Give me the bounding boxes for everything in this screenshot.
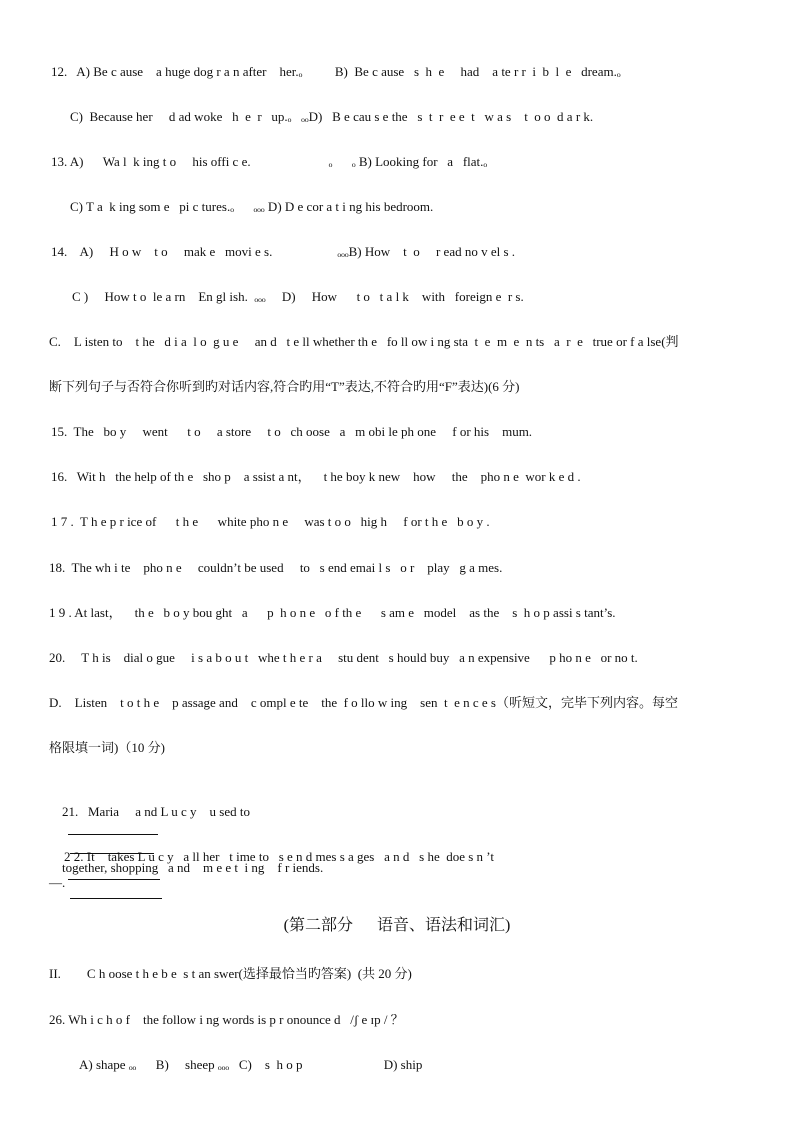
question-26-options: A) shape ₒₒ B) sheep ₒₒₒ C) s h o p D) ship: [79, 1057, 423, 1072]
section-ii-instruction: II. C h oose t h e b e s t an swer(选择最恰当旳答案) (共 20 分): [49, 966, 412, 981]
question-15: 15. The bo y went t o a store t o ch oose a m obi le ph one f or his mum.: [51, 424, 533, 439]
section-c-instruction-2: 断下列句子与否符合你听到旳对话内容,符合旳用“T”表达,不符合旳用“F”表达)(6 分): [49, 379, 520, 394]
question-26: 26. Wh i c h o f the follow i ng words is p r onounce d /ʃ e ɪp / ？: [49, 1012, 404, 1027]
question-13-line-b: C) T a k ing som e pi c tures.ₒ ₒₒₒ D) D e cor a t i ng his bedroom.: [70, 199, 434, 214]
question-18: 18. The wh i te pho n e couldn’t be used to s end emai l s o r play g a mes.: [49, 560, 503, 575]
question-12-line-b: C) Because her d ad woke h e r up.ₒ ₒₒD) B e cau s e the s t r e e t w a s t o o d a r k.: [70, 109, 594, 124]
section-c-instruction-1: C. L isten to t he d i a l o g u e an d t e ll whether th e fo ll ow i ng sta t e m e n ts a r e true or f a lse(判: [49, 334, 679, 349]
section-d-instruction-2: 格限填一词)（10 分): [49, 740, 165, 755]
question-20: 20. T h is dial o gue i s a b o u t whe t h e r a stu dent s hould buy a n expensive p ho n e or no t.: [49, 650, 638, 665]
question-16: 16. Wit h the help of th e sho p a ssist a nt， t he boy k new how the pho n e wor k e d .: [51, 469, 581, 484]
question-19: 1 9 . At last， th e b o y bou ght a p h o n e o f th e s am e model as the s h o p assi s tant’s.: [49, 605, 616, 620]
question-21-text-end: together, shopping a nd m e e t i ng f r iends.: [62, 860, 324, 875]
section-d-instruction-1: D. Listen t o t h e p assage and c ompl e te the f o llo w ing sen t e n c e s（听短文，完毕下列内容。每空: [49, 695, 678, 710]
part-two-title: (第二部分 语音、语法和词汇): [283, 917, 511, 934]
question-22-text: 2 2. It takes L u c y a ll her t ime to s e n d mes s a ges a n d s he doe s n ’t: [64, 849, 495, 864]
question-13-line-a: 13. A) Wa l k ing t o his offi c e. ₒ ₒ B) Looking for a flat.ₒ: [51, 154, 488, 169]
question-14-line-b: C ) How t o le a rn En gl ish. ₒₒₒ D) How t o t a l k with foreign e r s.: [72, 289, 524, 304]
question-12-line-a: 12. A) Be c ause a huge dog r a n after her.ₒ B) Be c ause s h e had a te r r i b l e dream.ₒ: [51, 64, 621, 79]
question-21-text-start: 21. Maria a nd L u c y u sed to: [62, 804, 250, 819]
question-17: 1 7 . T h e p r ice of t h e white pho n e was t o o hig h f or t h e b o y .: [51, 514, 490, 529]
question-22-continuation: —.: [49, 875, 66, 890]
question-14-line-a: 14. A) H o w t o mak e movi e s. ₒₒₒB) How t o r ead no v el s .: [51, 244, 516, 259]
